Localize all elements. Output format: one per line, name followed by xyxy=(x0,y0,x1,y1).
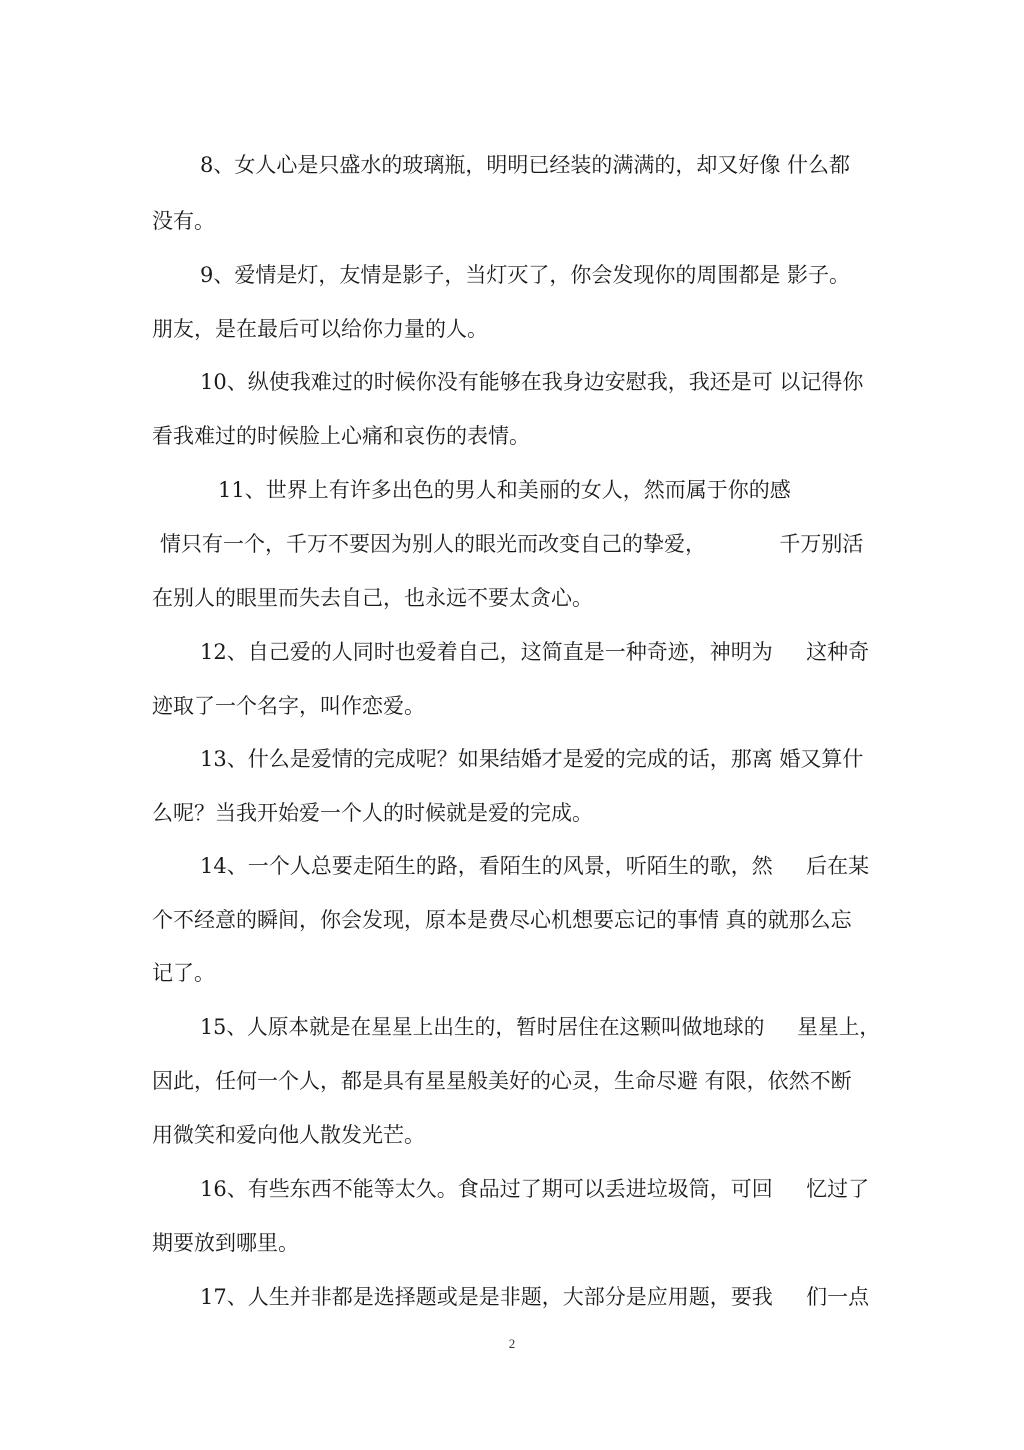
paragraph-10-line-1: 10、纵使我难过的时候你没有能够在我身边安慰我，我还是可 以记得你 xyxy=(200,370,864,394)
paragraph-15-line-3: 用微笑和爱向他人散发光芒。 xyxy=(152,1123,425,1147)
paragraph-13-line-1: 13、什么是爱情的完成呢？如果结婚才是爱的完成的话，那离 婚又算什 xyxy=(200,747,864,771)
paragraph-15-line-2: 因此，任何一个人，都是具有星星般美好的心灵，生命尽避 有限，依然不断 xyxy=(152,1069,852,1093)
paragraph-9-line-1: 9、爱情是灯，友情是影子，当灯灭了，你会发现你的周围都是 影子。 xyxy=(200,263,851,287)
paragraph-8-line-2: 没有。 xyxy=(152,209,215,233)
paragraph-15-line-1: 15、人原本就是在星星上出生的，暂时居住在这颗叫做地球的 星星上， xyxy=(200,1015,881,1039)
paragraph-8-line-1: 8、女人心是只盛水的玻璃瓶，明明已经装的满满的，却又好像 什么都 xyxy=(200,153,851,177)
paragraph-11-line-2: 情只有一个，千万不要因为别人的眼光而改变自己的挚爱， 千万别活 xyxy=(160,532,864,556)
paragraph-12-line-2: 迹取了一个名字，叫作恋爱。 xyxy=(152,694,425,718)
paragraph-14-line-3: 记了。 xyxy=(152,961,215,985)
paragraph-17-line-1: 17、人生并非都是选择题或是是非题，大部分是应用题，要我 们一点 xyxy=(200,1285,870,1309)
paragraph-14-line-1: 14、一个人总要走陌生的路，看陌生的风景，听陌生的歌，然 后在某 xyxy=(200,854,870,878)
paragraph-11-line-3: 在别人的眼里而失去自己，也永远不要太贪心。 xyxy=(152,586,593,610)
paragraph-16-line-2: 期要放到哪里。 xyxy=(152,1231,299,1255)
paragraph-9-line-2: 朋友，是在最后可以给你力量的人。 xyxy=(152,317,488,341)
page-number: 2 xyxy=(508,1336,516,1351)
paragraph-16-line-1: 16、有些东西不能等太久。食品过了期可以丢进垃圾筒，可回 忆过了 xyxy=(200,1177,870,1201)
paragraph-13-line-2: 么呢？当我开始爱一个人的时候就是爱的完成。 xyxy=(152,801,593,825)
paragraph-10-line-2: 看我难过的时候脸上心痛和哀伤的表情。 xyxy=(152,424,530,448)
paragraph-12-line-1: 12、自己爱的人同时也爱着自己，这简直是一种奇迹，神明为 这种奇 xyxy=(200,640,870,664)
paragraph-14-line-2: 个不经意的瞬间，你会发现，原本是费尽心机想要忘记的事情 真的就那么忘 xyxy=(152,908,852,932)
paragraph-11-line-1: 11、世界上有许多出色的男人和美丽的女人，然而属于你的感 xyxy=(218,478,791,502)
